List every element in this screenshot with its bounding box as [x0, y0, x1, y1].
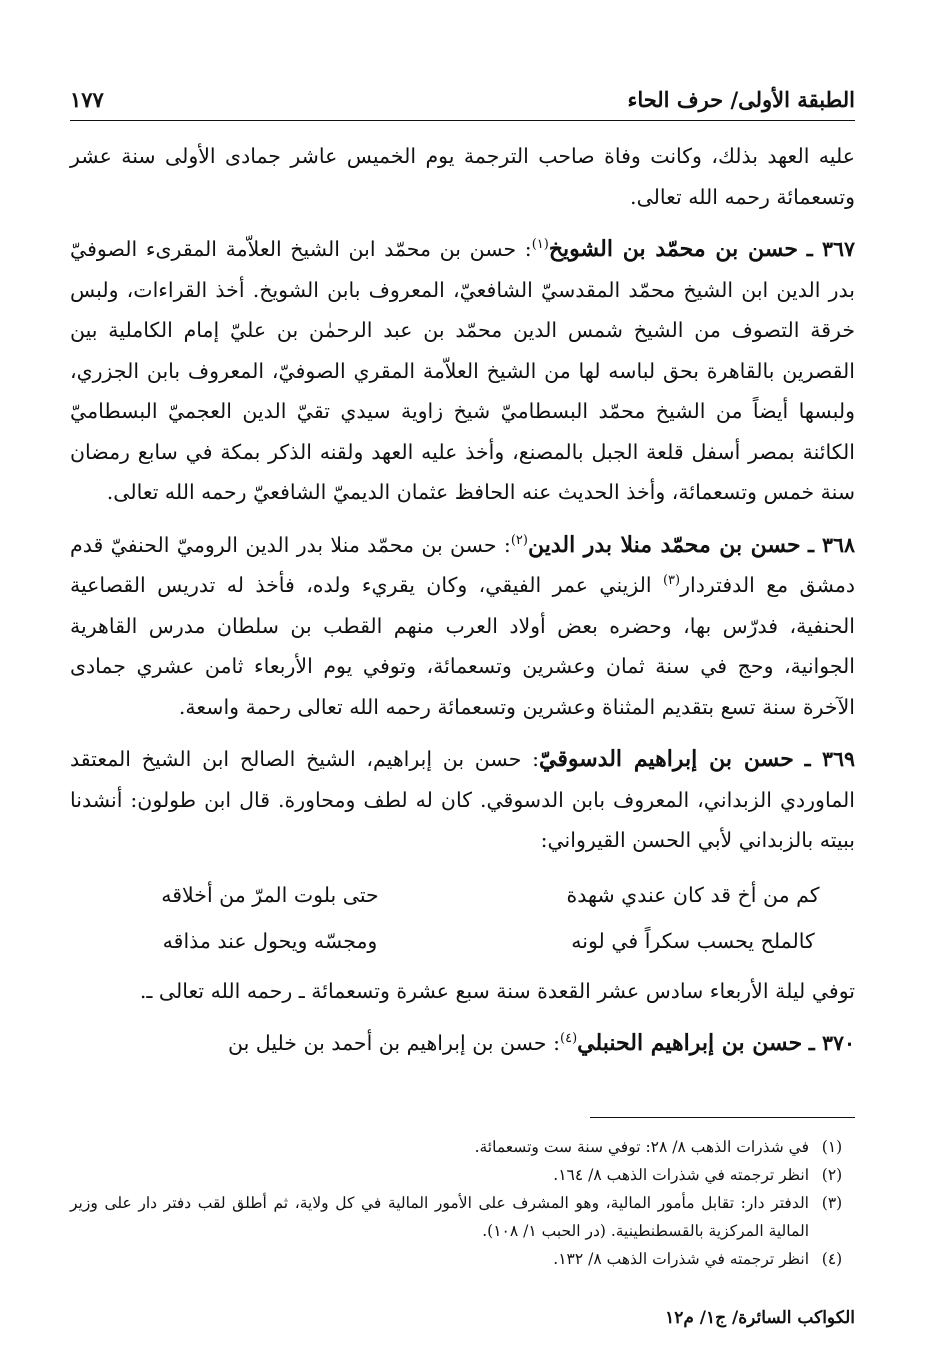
- entry-heading: حسن بن إبراهيم الدسوقيّ: [539, 746, 794, 772]
- footnote-ref: (٢): [510, 532, 528, 548]
- footnote-ref: (١): [531, 237, 549, 253]
- entry-text: : حسن بن إبراهيم بن أحمد بن خليل بن: [227, 1031, 561, 1055]
- intro-paragraph: عليه العهد بذلك، وكانت وفاة صاحب الترجمة يوم الخميس عاشر جمادى الأولى سنة عشر وتسعمائة رحمه الله تعالى.: [70, 144, 855, 209]
- death-note: توفي ليلة الأربعاء سادس عشر القعدة سنة سبع عشرة وتسعمائة ـ رحمه الله تعالى ـ.: [139, 978, 855, 1003]
- entry-text: الزيني عمر الفيقي، وكان يقريء ولده، فأخذ له تدريس القصاعية الحنفية، فدرّس بها، وحضره بعض أولاد العرب منهم القطب بن سلطان مدرس القاهرية الجوانية، وحج في سنة ثمان وعشرين وتسعمائة، وتوفي يوم الأربعاء ثامن عشري جمادى الآخرة سنة تسع بتقديم المثناة وعشرين وتسعمائة رحمه الله تعالى رحمة واسعة.: [70, 573, 855, 719]
- entry-number: ٣٦٨ ـ: [807, 532, 855, 557]
- book-page: [70, 0, 855, 1360]
- footnote-text: انظر ترجمته في شذرات الذهب ٨/ ١٦٤.: [553, 1166, 809, 1184]
- running-title: الطبقة الأولى/ حرف الحاء: [627, 87, 855, 112]
- entry-text: : حسن بن إبراهيم، الشيخ الصالح ابن الشيخ المعتقد الماوردي الزبداني، المعروف بابن الدسوقي. كان له لطف ومحاورة. قال ابن طولون: أنشدنا ببيته بالزبداني لأبي الحسن القيرواني:: [70, 747, 855, 852]
- entry-text: : حسن بن محمّد ابن الشيخ العلاّمة المقرىء الصوفيّ بدر الدين ابن الشيخ محمّد المقدسيّ الشافعيّ، المعروف بابن الشويخ. أخذ القراءات، ولبس خرقة التصوف من الشيخ شمس الدين محمّد بن عبد الرحمٰن بن عليّ إمام الكاملية بين القصرين بالقاهرة بحق لباسه لها من الشيخ العلاّمة المقري الصوفيّ، المعروف بابن الجزري، ولبسها أيضاً من الشيخ محمّد البسطاميّ شيخ زاوية سيدي تقيّ الدين العجميّ البسطاميّ الكائنة بمصر أسفل قلعة الجبل بالمصنع، وأخذ عليه العهد ولقنه الذكر بمكة في سابع رمضان سنة خمس وتسعمائة، وأخذ الحديث عنه الحافظ عثمان الديميّ الشافعيّ رحمه الله تعالى.: [70, 237, 855, 504]
- entry-368: [70, 525, 855, 728]
- footnote-text: انظر ترجمته في شذرات الذهب ٨/ ١٣٢.: [553, 1250, 809, 1268]
- footnote-text: الدفتر دار: تقابل مأمور المالية، وهو المشرف على الأمور المالية في كل ولاية، ثم أطلق لقب دفتر دار على وزير المالية المركزية بالقسطنطينية. (در الحبب ١/ ١٠٨).: [70, 1194, 809, 1240]
- header-rule: [70, 120, 855, 121]
- page-number: ١٧٧: [70, 87, 104, 112]
- main-text: [70, 136, 855, 1064]
- footnote: [70, 1133, 855, 1161]
- entry-369: [70, 739, 855, 861]
- entry-number: ٣٦٧ ـ: [806, 237, 855, 261]
- entry-number: ٣٦٩ ـ: [804, 747, 855, 771]
- poem-verse: [70, 919, 855, 965]
- signature-mark: الكواكب السائرة/ ج١/ م١٢: [665, 1308, 855, 1328]
- footnote-number: (٢): [821, 1166, 843, 1184]
- verse-first-hemistich: كم من أخ قد كان عندي شهدة: [566, 883, 820, 908]
- footnote: [70, 1161, 855, 1189]
- verse-second-hemistich: ومجسّه ويحول عند مذاقه: [162, 929, 378, 954]
- entry-367: [70, 229, 855, 513]
- footnotes: [70, 1133, 855, 1273]
- entry-370: [70, 1023, 855, 1064]
- footnote: [70, 1245, 855, 1273]
- footnote-number: (٣): [821, 1194, 843, 1212]
- footnote: [70, 1189, 855, 1245]
- page-header: [70, 76, 855, 112]
- footnote-number: (٤): [821, 1250, 843, 1268]
- poem-verse: [70, 873, 855, 919]
- footnote-number: (١): [821, 1138, 843, 1156]
- entry-heading: حسن بن محمّد بن الشويخ: [548, 236, 799, 262]
- entry-number: ٣٧٠ ـ: [808, 1031, 855, 1055]
- poem: [70, 873, 855, 965]
- footnote-ref: (٣): [662, 573, 681, 589]
- verse-second-hemistich: حتى بلوت المرّ من أخلاقه: [161, 883, 379, 908]
- entry-text: : حسن بن محمّد منلا بدر الدين الروميّ الحنفيّ قدم دمشق مع الدفتردار: [70, 532, 855, 597]
- footnote-ref: (٤): [560, 1031, 578, 1047]
- verse-first-hemistich: كالملح يحسب سكراً في لونه: [571, 929, 815, 954]
- footnote-separator: [590, 1117, 855, 1118]
- footnote-text: في شذرات الذهب ٨/ ٢٨: توفي سنة ست وتسعمائة.: [474, 1138, 809, 1156]
- entry-heading: حسن بن إبراهيم الحنبلي: [577, 1030, 803, 1056]
- entry-heading: حسن بن محمّد منلا بدر الدين: [527, 531, 801, 558]
